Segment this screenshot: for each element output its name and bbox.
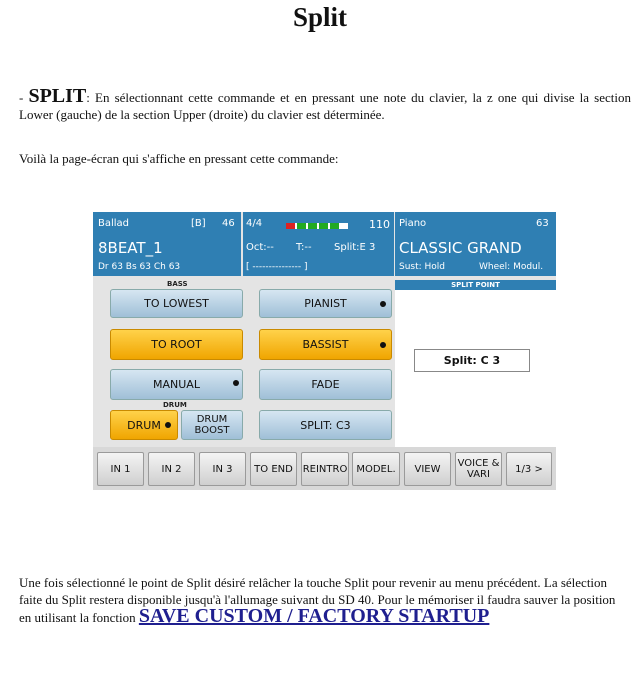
split-point-label: SPLIT POINT <box>395 280 556 290</box>
dash: - <box>19 90 29 105</box>
voice-name: CLASSIC GRAND <box>399 239 522 257</box>
bassist-indicator-icon <box>380 342 386 348</box>
pianist-button[interactable]: PIANIST <box>259 289 392 318</box>
split-description-text: : En sélectionnant cette commande et en pressant une note du clavier, la z one qui divise la section Lower (gauche) de la section Upper (droite) du clavier est déterminée. <box>19 90 631 122</box>
bass-section-label: BASS <box>167 280 188 288</box>
closing-paragraph <box>19 574 629 626</box>
manual-indicator-icon <box>233 380 239 386</box>
split-button[interactable]: SPLIT: C3 <box>259 410 392 440</box>
split-value-box: Split: C 3 <box>414 349 530 372</box>
style-title: 8BEAT_1 <box>98 239 163 257</box>
tab-to-end[interactable]: TO END <box>250 452 297 486</box>
tab-reintro[interactable]: REINTRO <box>301 452 349 486</box>
page-title: Split <box>292 2 348 32</box>
tab-in3[interactable]: IN 3 <box>199 452 246 486</box>
closing-text: Une fois sélectionné le point de Split désiré relâcher la touche Split pour revenir au menu précédent. La sélection faite du Split restera disponible jusqu'à l'allumage suivant du SD 40. Pour le mémoriser il faudra sauver la position en utilisant la fonction <box>19 575 616 625</box>
bar-field: [ --------------- ] <box>246 262 308 272</box>
keyboard-screen <box>93 212 556 490</box>
level-meter <box>286 223 348 229</box>
drum-label: DRUM <box>127 418 161 432</box>
to-root-button[interactable]: TO ROOT <box>110 329 243 360</box>
split-header-value: Split:E 3 <box>334 242 376 253</box>
style-volumes: Dr 63 Bs 63 Ch 63 <box>98 262 181 272</box>
voice-header <box>395 212 556 276</box>
drum-boost-button[interactable]: DRUM BOOST <box>181 410 243 440</box>
style-bank: [B] <box>191 218 206 229</box>
octave-value: Oct:-- <box>246 242 274 253</box>
wheel-setting: Wheel: Modul. <box>479 262 544 272</box>
fade-button[interactable]: FADE <box>259 369 392 400</box>
to-lowest-button[interactable]: TO LOWEST <box>110 289 243 318</box>
pianist-indicator-icon <box>380 301 386 307</box>
drum-indicator-icon <box>165 422 171 428</box>
tab-model[interactable]: MODEL. <box>352 452 400 486</box>
transpose-value: T:-- <box>296 242 312 253</box>
bassist-button[interactable]: BASSIST <box>259 329 392 360</box>
tab-in2[interactable]: IN 2 <box>148 452 195 486</box>
tab-view[interactable]: VIEW <box>404 452 451 486</box>
split-keyword: SPLIT <box>28 85 87 107</box>
tab-in1[interactable]: IN 1 <box>97 452 144 486</box>
style-name: Ballad <box>98 218 130 229</box>
drum-section-label: DRUM <box>163 401 187 409</box>
tempo-value: 110 <box>369 218 390 231</box>
manual-button[interactable] <box>110 369 243 400</box>
tempo-header <box>243 212 394 276</box>
tab-voice-vari[interactable]: VOICE & VARI <box>455 452 502 486</box>
screen-intro: Voilà la page-écran qui s'affiche en pressant cette commande: <box>19 151 339 166</box>
split-description <box>19 85 631 123</box>
manual-label: MANUAL <box>153 378 200 391</box>
save-custom-link[interactable]: SAVE CUSTOM / FACTORY STARTUP <box>138 605 490 627</box>
style-header <box>93 212 241 276</box>
voice-family: Piano <box>399 218 427 229</box>
voice-number: 63 <box>536 218 549 229</box>
tab-page-next[interactable]: 1/3 > <box>506 452 552 486</box>
sustain-setting: Sust: Hold <box>399 262 446 272</box>
time-signature: 4/4 <box>246 218 263 229</box>
style-number: 46 <box>222 218 235 229</box>
